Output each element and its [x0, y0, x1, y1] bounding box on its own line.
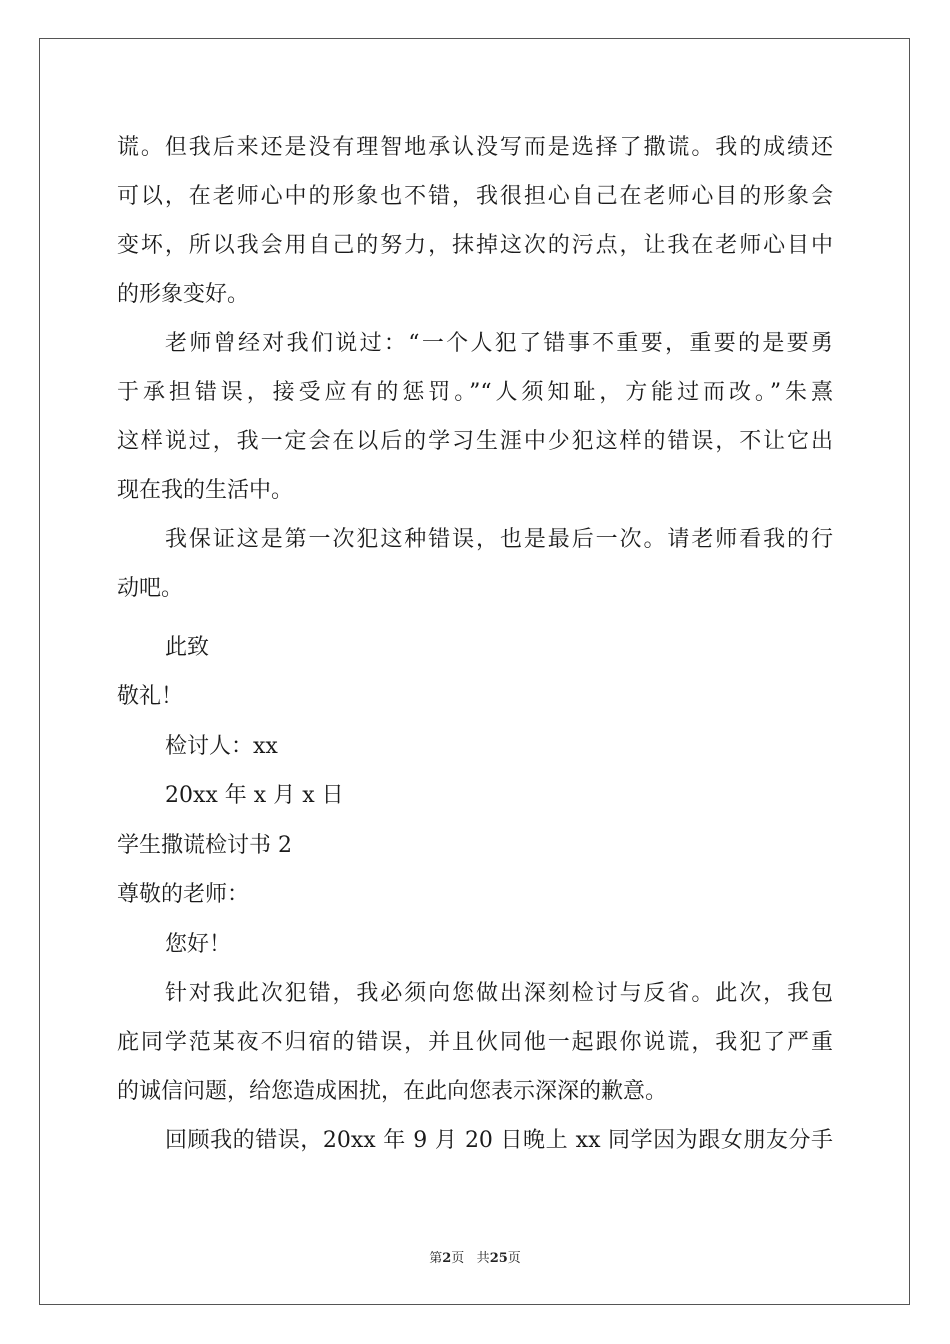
body-line: 我保证这是第一次犯这种错误，也是最后一次。请老师看我的行	[165, 527, 833, 552]
body-line: 的诚信问题，给您造成困扰，在此向您表示深深的歉意。	[117, 1079, 668, 1104]
body-line: 回顾我的错误，20xx 年 9 月 20 日晚上 xx 同学因为跟女朋友分手	[165, 1128, 833, 1153]
body-line: 这样说过，我一定会在以后的学习生涯中少犯这样的错误，不让它出	[117, 429, 833, 454]
body-line: 变坏，所以我会用自己的努力，抹掉这次的污点，让我在老师心目中	[117, 233, 833, 258]
closing-regards: 敬礼！	[117, 684, 184, 709]
footer-total-prefix: 共	[476, 1251, 490, 1266]
greeting-hello: 您好！	[165, 932, 232, 957]
body-line: 谎。但我后来还是没有理智地承认没写而是选择了撒谎。我的成绩还	[117, 135, 833, 160]
footer-page-suffix: 页	[451, 1251, 465, 1266]
body-line: 于承担错误，接受应有的惩罚。”“人须知耻，方能过而改。”朱熹	[117, 380, 833, 405]
signature-line: 检讨人：xx	[165, 734, 278, 759]
page-footer	[0, 1247, 950, 1266]
closing-salutation: 此致	[165, 635, 210, 660]
body-line: 老师曾经对我们说过：“一个人犯了错事不重要，重要的是要勇	[165, 331, 833, 356]
body-line: 动吧。	[117, 576, 184, 601]
body-line: 可以，在老师心中的形象也不错，我很担心自己在老师心目的形象会	[117, 184, 833, 209]
body-line: 针对我此次犯错，我必须向您做出深刻检讨与反省。此次，我包	[165, 981, 833, 1006]
footer-page-total: 25	[489, 1251, 508, 1266]
footer-page-current: 2	[442, 1251, 452, 1266]
date-line: 20xx 年 x 月 x 日	[165, 783, 344, 808]
body-line: 庇同学范某夜不归宿的错误，并且伙同他一起跟你说谎，我犯了严重	[117, 1030, 833, 1055]
footer-total-suffix: 页	[507, 1251, 521, 1266]
body-line: 现在我的生活中。	[117, 478, 294, 503]
section-title: 学生撒谎检讨书 2	[117, 833, 292, 858]
body-line: 的形象变好。	[117, 282, 250, 307]
greeting: 尊敬的老师：	[117, 882, 250, 907]
footer-page-prefix: 第	[429, 1251, 443, 1266]
